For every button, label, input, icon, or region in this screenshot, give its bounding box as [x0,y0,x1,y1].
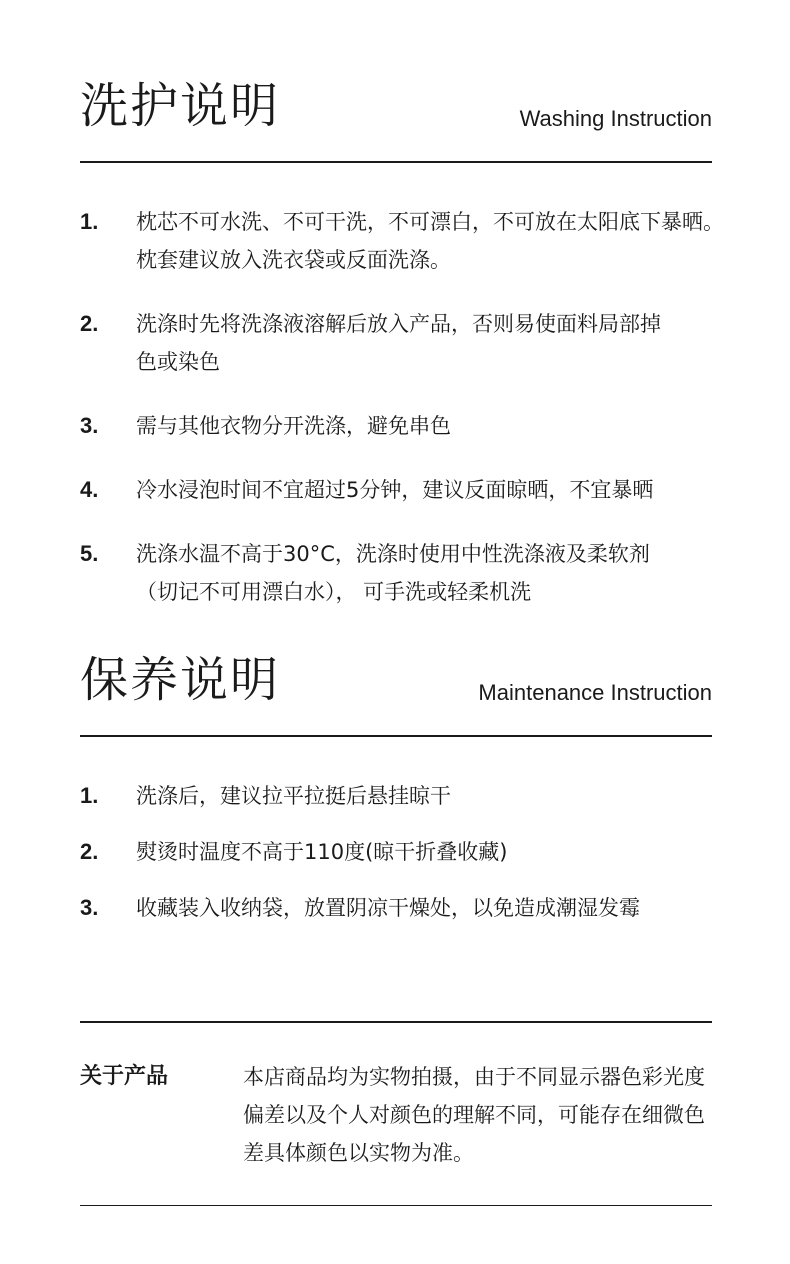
about-bottom-divider [80,1205,712,1206]
washing-item-3 [80,407,740,445]
about-label: 关于产品 [80,1064,169,1089]
maintenance-section-header [80,652,712,738]
item-text: 枕芯不可水洗、不可干洗，不可漂白，不可放在太阳底下暴晒。 枕套建议放入洗衣袋或反面洗涤。 [136,210,724,272]
maintenance-item-3 [80,889,740,927]
maintenance-title-en: Maintenance Instruction [478,680,712,705]
item-number: 2. [80,311,99,336]
maintenance-divider [80,735,712,737]
washing-item-4 [80,471,740,509]
item-number: 3. [80,895,99,920]
item-number: 4. [80,477,99,502]
washing-header [80,78,712,164]
maintenance-item-1 [80,777,740,815]
about-text: 本店商品均为实物拍摄，由于不同显示器色彩光度偏差以及个人对颜色的理解不同，可能存在细微色差具体颜色以实物为准。 [243,1065,705,1165]
item-text: 洗涤后，建议拉平拉挺后悬挂晾干 [136,784,451,808]
item-text: 熨烫时温度不高于110度(晾干折叠收藏) [136,840,508,864]
maintenance-header [80,652,712,738]
washing-title-zh: 洗护说明 [80,78,281,134]
washing-item-5 [80,535,740,611]
item-number: 5. [80,541,99,566]
maintenance-item-2 [80,833,740,871]
washing-item-2 [80,305,740,381]
item-number: 1. [80,783,99,808]
washing-title-en: Washing Instruction [519,106,712,131]
item-text: 收藏装入收纳袋，放置阴凉干燥处，以免造成潮湿发霉 [136,896,640,920]
item-text: 洗涤时先将洗涤液溶解后放入产品，否则易使面料局部掉 色或染色 [136,312,661,374]
item-number: 3. [80,413,99,438]
washing-list [80,203,740,611]
washing-divider [80,161,712,163]
item-text: 冷水浸泡时间不宜超过5分钟，建议反面晾晒，不宜暴晒 [136,478,654,502]
washing-section-header [80,78,712,164]
about-top-divider [80,1021,712,1023]
item-number: 2. [80,839,99,864]
maintenance-list [80,777,740,927]
item-number: 1. [80,209,99,234]
washing-item-1 [80,203,740,279]
maintenance-title-zh: 保养说明 [80,652,281,708]
item-text: 洗涤水温不高于30°C，洗涤时使用中性洗涤液及柔软剂 （切记不可用漂白水）， 可手洗或轻柔机洗 [136,542,650,604]
item-text: 需与其他衣物分开洗涤，避免串色 [136,414,451,438]
